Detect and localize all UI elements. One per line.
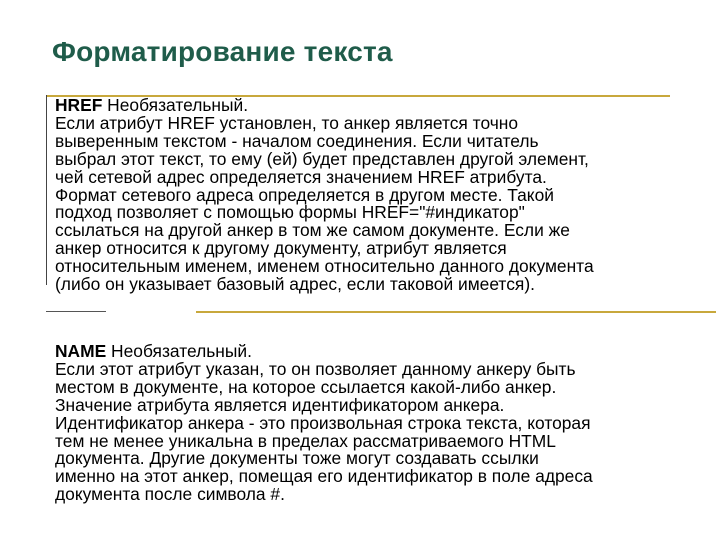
name-line: именно на этот анкер, помещая его идентификатор в поле адреса [55,466,593,487]
href-line: подход позволяет с помощью формы HREF="#индикатор" [55,202,525,223]
frame-bottom-rule [196,311,716,313]
name-line: тем не менее уникальна в пределах рассматриваемого HTML [55,430,556,451]
name-keyword: NAME [55,341,107,361]
href-line: ссылаться на другой анкер в том же самом документе. Если же [55,220,570,241]
href-description [55,97,695,294]
href-line: анкер относится к другому документу, атрибут является [55,238,507,259]
href-line: выверенным текстом - началом соединения. Если читатель [55,130,539,151]
href-line: чей сетевой адрес определяется значением HREF атрибута. [55,166,547,187]
name-line: Если этот атрибут указан, то он позволяет данному анкеру быть [55,358,576,379]
href-line: относительным именем, именем относительно данного документа [55,256,594,277]
frame-left-rule [46,95,47,285]
name-qualifier: Необязательный. [106,341,252,361]
name-description [55,343,695,504]
name-line: документа после символа #. [55,484,285,505]
name-line: Значение атрибута является идентификатором анкера. [55,394,505,415]
name-line: документа. Другие документы тоже могут создавать ссылки [55,448,539,469]
href-line: (либо он указывает базовый адрес, если таковой имеется). [55,274,535,295]
name-line: Идентификатор анкера - это произвольная строка текста, которая [55,412,591,433]
href-line: Если атрибут HREF установлен, то анкер является точно [55,112,519,133]
frame-bottom-left-rule [46,311,106,312]
name-line: местом в документе, на которое ссылается какой-либо анкер. [55,376,557,397]
href-keyword: HREF [55,95,103,115]
href-qualifier: Необязательный. [102,95,249,115]
slide-title: Форматирование текста [52,36,393,67]
href-line: выбрал этот текст, то ему (ей) будет представлен другой элемент, [55,148,589,169]
href-line: Формат сетевого адреса определяется в другом месте. Такой [55,184,554,205]
